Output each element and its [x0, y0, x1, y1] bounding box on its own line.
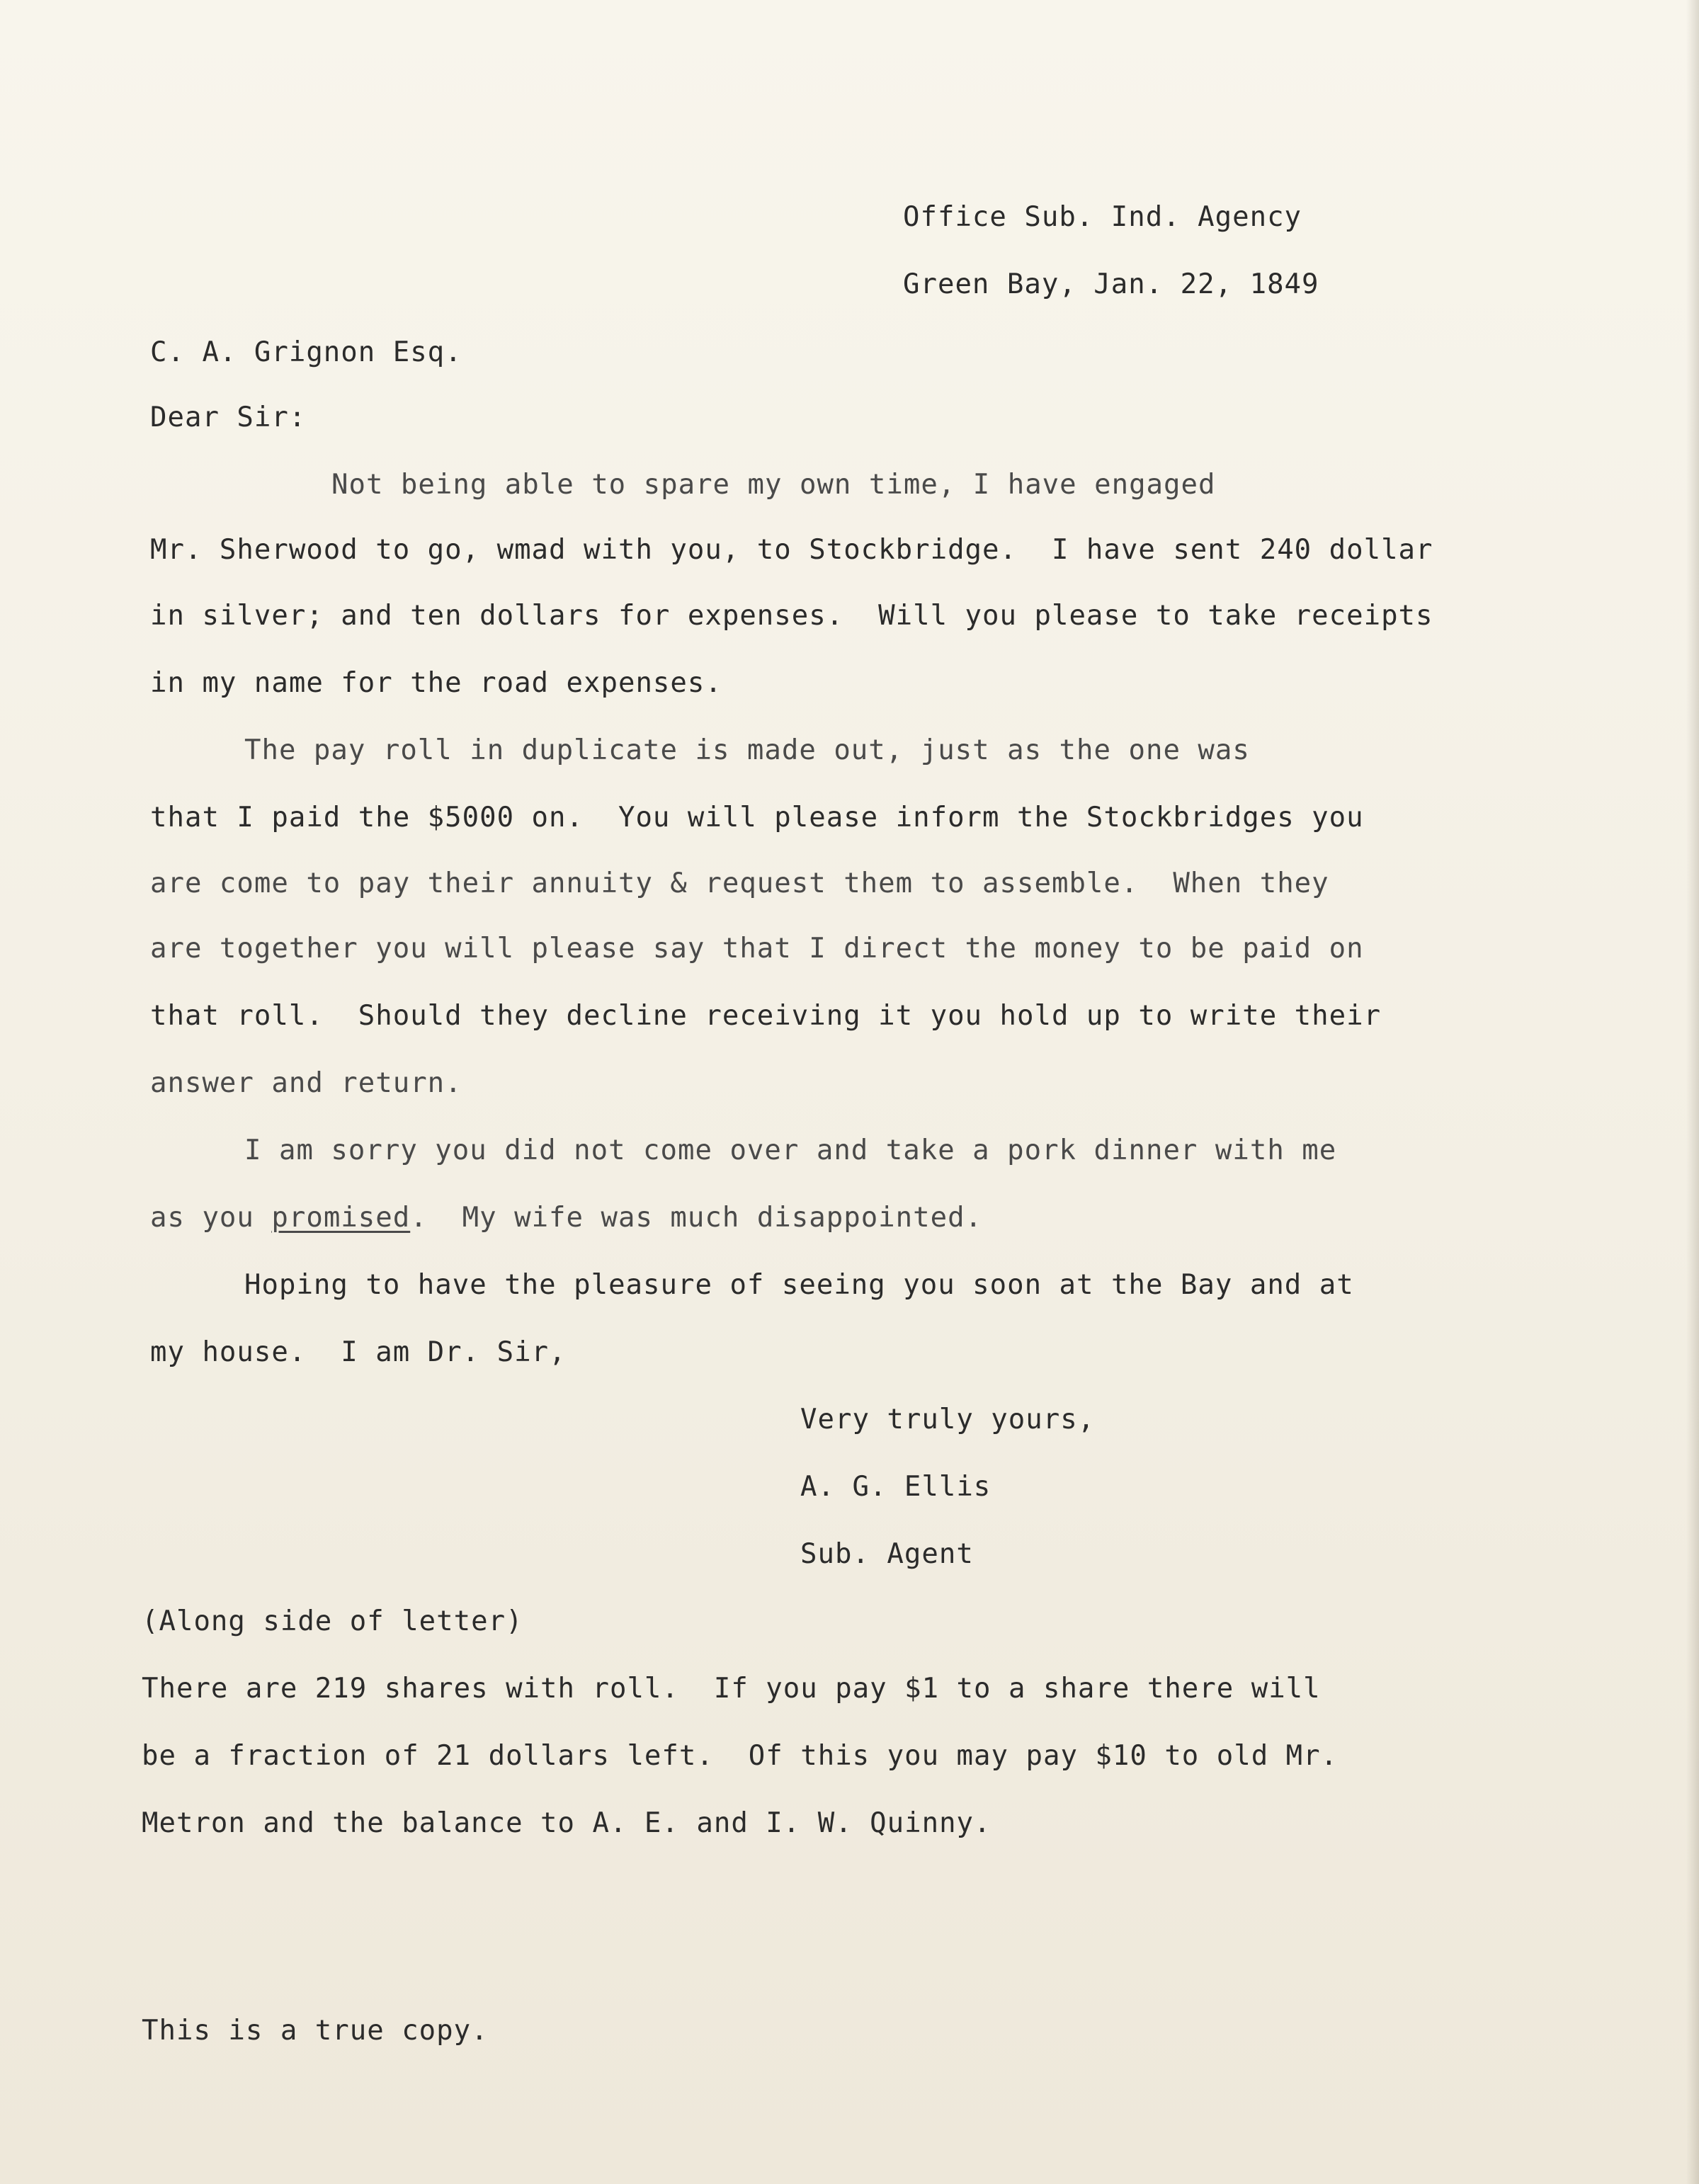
- p4-line-2: my house. I am Dr. Sir,: [150, 1336, 567, 1368]
- postscript-heading: (Along side of letter): [142, 1605, 523, 1637]
- p2-line-1: The pay roll in duplicate is made out, just as the one was: [244, 734, 1250, 766]
- p4-line-1: Hoping to have the pleasure of seeing you soon at the Bay and at: [244, 1269, 1354, 1301]
- signer-title: Sub. Agent: [800, 1538, 974, 1570]
- p3-line-2: [150, 1204, 982, 1232]
- p1-line-3: in silver; and ten dollars for expenses. Will you please to take receipts: [150, 600, 1433, 632]
- signer-name: A. G. Ellis: [800, 1471, 991, 1503]
- p2-line-3: are come to pay their annuity & request them to assemble. When they: [150, 868, 1329, 899]
- p1-line-4: in my name for the road expenses.: [150, 667, 722, 699]
- header-office: Office Sub. Ind. Agency: [903, 201, 1302, 233]
- valediction: Very truly yours,: [800, 1404, 1096, 1435]
- p2-line-5: that roll. Should they decline receiving it you hold up to write their: [150, 1000, 1382, 1032]
- p3-text-before: as you: [150, 1202, 272, 1234]
- p1-line-1: Not being able to spare my own time, I have engaged: [331, 469, 1216, 501]
- p2-line-2: that I paid the $5000 on. You will please inform the Stockbridges you: [150, 802, 1364, 834]
- postscript-line-2: be a fraction of 21 dollars left. Of this you may pay $10 to old Mr.: [142, 1740, 1339, 1772]
- paper-edge-shadow: [1686, 0, 1699, 2184]
- postscript-line-1: There are 219 shares with roll. If you pay $1 to a share there will: [142, 1673, 1321, 1705]
- postscript-line-3: Metron and the balance to A. E. and I. W. Quinny.: [142, 1807, 991, 1839]
- p2-line-4: are together you will please say that I direct the money to be paid on: [150, 933, 1364, 965]
- certification: This is a true copy.: [142, 2015, 489, 2047]
- salutation: Dear Sir:: [150, 402, 307, 433]
- header-place-date: Green Bay, Jan. 22, 1849: [903, 268, 1319, 300]
- p3-line-1: I am sorry you did not come over and take a pork dinner with me: [244, 1134, 1337, 1166]
- addressee: C. A. Grignon Esq.: [150, 336, 462, 368]
- p2-line-6: answer and return.: [150, 1067, 462, 1099]
- p3-text-after: . My wife was much disappointed.: [410, 1202, 983, 1234]
- promised-underlined-word: promised: [271, 1202, 411, 1234]
- p1-line-2: Mr. Sherwood to go, wmad with you, to Stockbridge. I have sent 240 dollar: [150, 534, 1433, 566]
